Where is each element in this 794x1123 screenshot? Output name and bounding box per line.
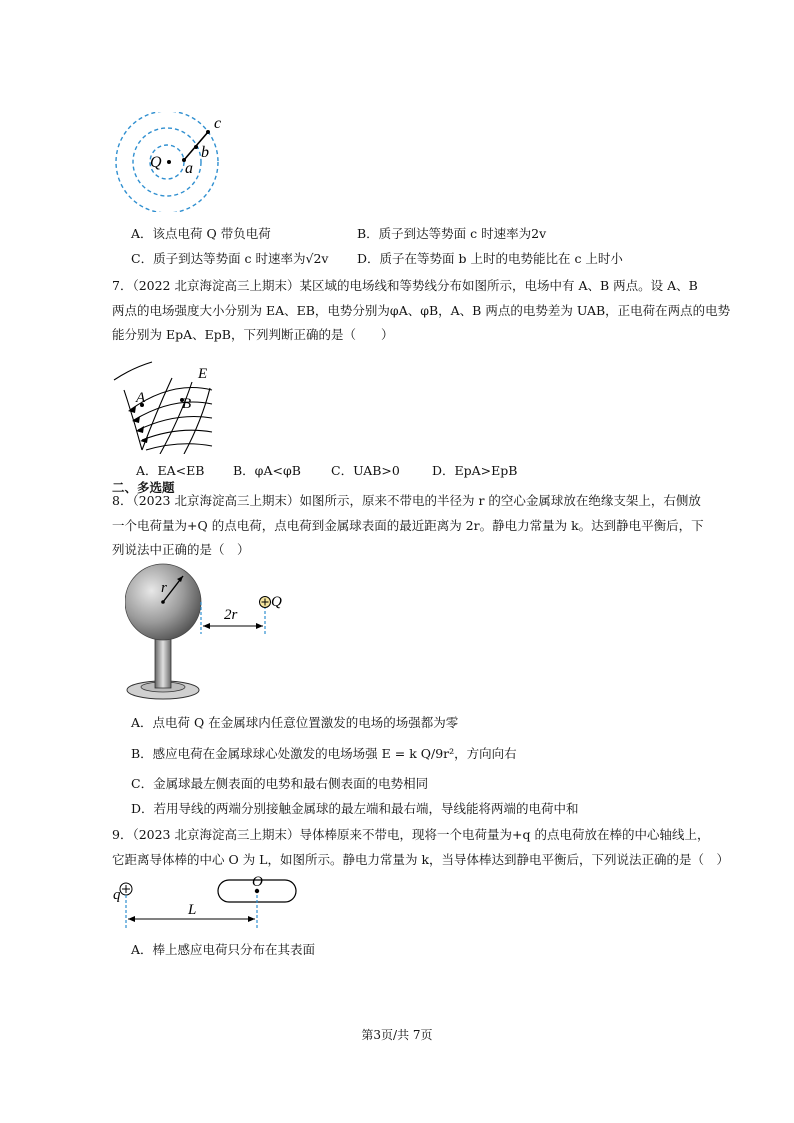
q8-question-line-3: 列说法中正确的是（ ） [112, 542, 250, 557]
q9-label-O: O [252, 874, 263, 890]
q6-equipotential-figure [112, 112, 232, 212]
q7-option-b: B．φA<φB [233, 463, 301, 478]
q8-label-Q: Q [271, 594, 282, 610]
q6-option-a: A．该点电荷 Q 带负电荷 [131, 226, 271, 241]
q6-label-a: a [185, 160, 193, 177]
q8-metal-sphere-figure [125, 562, 300, 702]
q8-question-line-2: 一个电荷量为+Q 的点电荷，点电荷到金属球表面的最近距离为 2r。静电力常量为 k。达到静电平衡后，下 [112, 518, 704, 533]
q7-label-B: B [182, 396, 192, 412]
q7-label-A: A [136, 390, 146, 406]
q7-option-a: A．EA<EB [136, 463, 205, 478]
section-title-multiple-choice: 二、多选题 [112, 480, 175, 495]
q6-option-b: B．质子到达等势面 c 时速率为2v [357, 226, 547, 241]
q8-option-a: A．点电荷 Q 在金属球内任意位置激发的电场的场强都为零 [131, 715, 459, 730]
q6-label-c: c [214, 115, 222, 132]
q8-question-line-1: 8．（2023 北京海淀高三上期末）如图所示，原来不带电的半径为 r 的空心金属球放在绝缘支架上，右侧放 [112, 493, 701, 508]
page-number: 第3页/共 7页 [361, 1028, 433, 1042]
q6-label-Q: Q [150, 154, 162, 171]
q7-question-line-2: 两点的电场强度大小分别为 EA、EB，电势分别为φA、φB，A、B 两点的电势差为 UAB，正电荷在两点的电势 [112, 303, 731, 318]
q9-label-q: q [113, 887, 121, 903]
q7-field-lines-figure [112, 360, 222, 454]
q8-option-c: C．金属球最左侧表面的电势和最右侧表面的电势相同 [131, 776, 429, 791]
q9-conductor-rod-figure [112, 872, 302, 932]
q6-option-d: D．质子在等势面 b 上时的电势能比在 c 上时小 [357, 251, 623, 266]
q9-label-L: L [188, 902, 197, 918]
q6-label-b: b [201, 144, 209, 161]
q8-label-r: r [161, 580, 167, 596]
q7-label-E: E [198, 366, 208, 382]
q6-option-c: C．质子到达等势面 c 时速率为√2v [131, 251, 329, 266]
q8-option-d: D．若用导线的两端分别接触金属球的最左端和最右端，导线能将两端的电荷中和 [131, 801, 579, 816]
q7-question-line-3: 能分别为 EpA、EpB，下列判断正确的是（ ） [112, 327, 394, 342]
q8-label-distance: 2r [224, 607, 238, 623]
q9-question-line-2: 它距离导体棒的中心 O 为 L，如图所示。静电力常量为 k，当导体棒达到静电平衡后，下列说法正确的是（ ） [112, 852, 730, 867]
q7-option-c: C．UAB>0 [331, 463, 400, 478]
q7-option-d: D．EpA>EpB [432, 463, 518, 478]
q8-option-b: B．感应电荷在金属球球心处激发的电场场强 E = k Q/9r²，方向向右 [131, 746, 517, 761]
q7-question-line-1: 7．（2022 北京海淀高三上期末）某区域的电场线和等势线分布如图所示，电场中有 A、B 两点。设 A、B [112, 278, 698, 293]
q9-question-line-1: 9．（2023 北京海淀高三上期末）导体棒原来不带电，现将一个电荷量为+q 的点电荷放在棒的中心轴线上， [112, 827, 710, 842]
q9-option-a: A．棒上感应电荷只分布在其表面 [131, 942, 316, 957]
